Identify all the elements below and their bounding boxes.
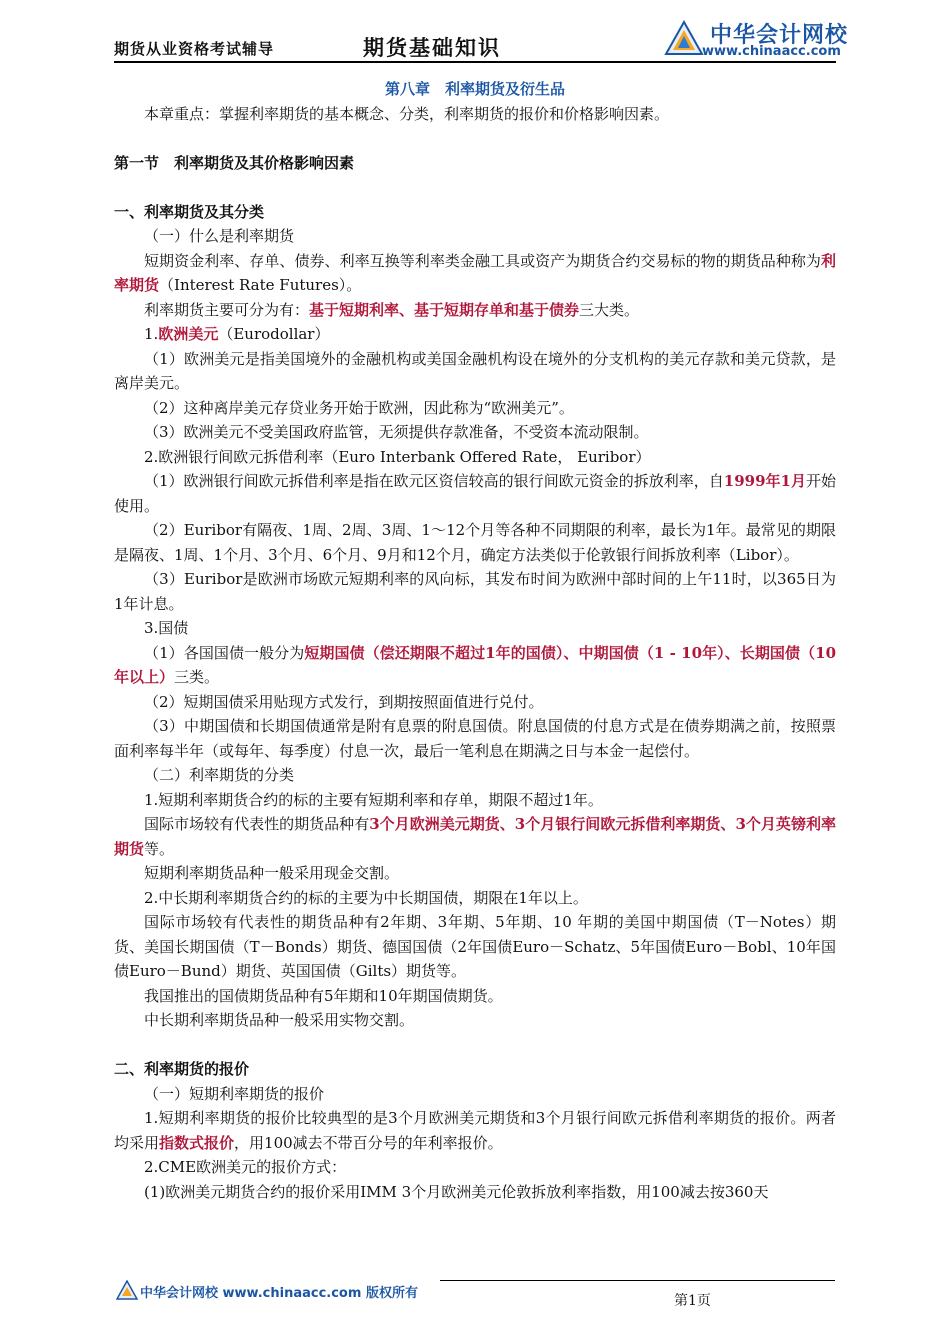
paragraph: 国际市场较有代表性的期货品种有3个月欧洲美元期货、3个月银行间欧元拆借利率期货、3个月英镑利率期货等。 [114,815,836,858]
logo-url: www.chinaacc.com [702,44,841,59]
heading-2: 二、利率期货的报价 [114,1060,250,1078]
paragraph: 1.短期利率期货的报价比较典型的是3个月欧洲美元期货和3个月银行间欧元拆借利率期货的报价。两者均采用指数式报价，用100减去不带百分号的年利率报价。 [114,1109,836,1152]
paragraph: （3）中期国债和长期国债通常是附有息票的附息国债。附息国债的付息方式是在债券期满之前，按照票面利率每半年（或每年、每季度）付息一次，最后一笔利息在期满之日与本金一起偿付。 [114,717,836,760]
document-body [114,77,836,1204]
paragraph: (1)欧洲美元期货合约的报价采用IMM 3个月欧洲美元伦敦拆放利率指数，用100减去按360天 [144,1182,769,1201]
paragraph: （2）这种离岸美元存贷业务开始于欧洲，因此称为“欧洲美元”。 [144,398,574,417]
heading-1: 一、利率期货及其分类 [114,202,265,221]
paragraph: 短期利率期货品种一般采用现金交割。 [144,864,400,882]
highlight: 欧洲美元 [158,325,219,343]
header-title: 期货基础知识 [363,36,501,60]
subheading-1: （一）什么是利率期货 [144,227,295,245]
subheading-3: （一）短期利率期货的报价 [144,1084,325,1103]
highlight: 3个月欧洲美元期货、3个月银行间欧元拆借利率期货、3个月英镑利率期货 [114,815,836,858]
paragraph: 1.短期利率期货合约的标的主要有短期利率和存单，期限不超过1年。 [144,790,603,809]
footer-triangle-icon [116,1280,138,1300]
footer-copyright: 中华会计网校 www.chinaacc.com 版权所有 [140,1286,418,1301]
paragraph: （3）欧洲美元不受美国政府监管，无须提供存款准备，不受资本流动限制。 [144,423,649,441]
logo-name: 中华会计网校 [710,23,849,48]
list-item: 2.欧洲银行间欧元拆借利率（Euro Interbank Offered Rate， Euribor） [144,447,651,466]
paragraph: （2）Euribor有隔夜、1周、2周、3周、1～12个月等各种不同期限的利率，最长为1年。最常见的期限是隔夜、1周、1个月、3个月、6个月、9月和12个月，确定方法类似于伦敦银行间拆放利率（Libor）。 [114,521,836,564]
page-header [0,0,950,62]
footer-logo [116,1278,436,1304]
paragraph: （3）Euribor是欧洲市场欧元短期利率的风向标，其发布时间为欧洲中部时间的上午11时，以365日为1年计息。 [114,570,836,613]
paragraph: （1）欧洲银行间欧元拆借利率是指在欧元区资信较高的银行间欧元资金的拆放利率，自1999年1月开始使用。 [114,472,836,515]
header-divider [114,61,836,63]
highlight: 短期国债（偿还期限不超过1年的国债）、中期国债（1 - 10年）、长期国债（10年以上） [114,643,837,686]
list-item: 3.国债 [144,619,189,637]
paragraph: 2.CME欧洲美元的报价方式： [144,1158,347,1176]
chapter-focus: 本章重点：掌握利率期货的基本概念、分类，利率期货的报价和价格影响因素。 [144,104,670,123]
highlight: 基于短期利率、基于短期存单和基于债券 [309,300,580,319]
highlight: 利率期货 [114,251,836,294]
paragraph: 短期资金利率、存单、债券、利率互换等利率类金融工具或资产为期货合约交易标的物的期货品种称为利率期货（Interest Rate Futures）。 [114,251,836,294]
paragraph: 2.中长期利率期货合约的标的主要为中长期国债，期限在1年以上。 [144,888,588,907]
highlight: 指数式报价 [159,1133,235,1152]
footer-divider [440,1280,835,1281]
paragraph: （1）各国国债一般分为短期国债（偿还期限不超过1年的国债）、中期国债（1 - 10年）、长期国债（10年以上）三类。 [114,643,837,686]
page-number: 第1页 [674,1293,711,1309]
section-title: 第一节 利率期货及其价格影响因素 [114,153,355,172]
subheading-2: （二）利率期货的分类 [144,766,295,784]
paragraph: 利率期货主要可分为有：基于短期利率、基于短期存单和基于债券三大类。 [144,300,640,319]
list-item: 1.欧洲美元（Eurodollar） [144,325,330,343]
paragraph: 国际市场较有代表性的期货品种有2年期、3年期、5年期、10 年期的美国中期国债（T－Notes）期货、美国长期国债（T－Bonds）期货、德国国债（2年国债Euro－Schatz、5年国债Euro－Bobl、10年国债Euro－Bund）期货、英国国债（Gilts）期货等。 [114,913,836,980]
paragraph: （2）短期国债采用贴现方式发行，到期按照面值进行兑付。 [144,692,544,711]
paragraph: 中长期利率期货品种一般采用实物交割。 [144,1011,415,1029]
logo-triangle-icon [664,20,704,58]
site-logo [664,16,849,60]
header-series: 期货从业资格考试辅导 [114,40,275,58]
chapter-title: 第八章 利率期货及衍生品 [384,80,565,98]
highlight: 1999年1月 [723,472,806,490]
paragraph: 我国推出的国债期货品种有5年期和10年期国债期货。 [144,986,503,1005]
paragraph: （1）欧洲美元是指美国境外的金融机构或美国金融机构设在境外的分支机构的美元存款和美元贷款，是离岸美元。 [114,349,836,392]
